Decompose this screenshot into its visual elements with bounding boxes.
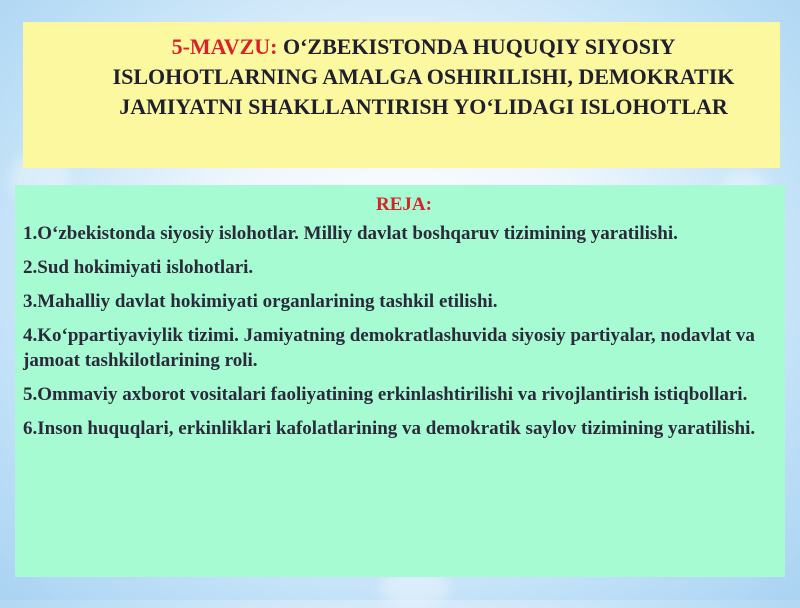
plan-list	[23, 221, 767, 441]
plan-box	[15, 185, 785, 577]
title-box	[23, 22, 780, 168]
plan-heading: REJA:	[376, 194, 432, 215]
title-prefix: 5-MAVZU:	[171, 34, 278, 59]
title-text: O‘ZBEKISTONDA HUQUQIY SIYOSIY ISLOHOTLARNING AMALGA OSHIRILISHI, DEMOKRATIK JAMIYATNI SHAKLLANTIRISH YO‘LIDAGI ISLOHOTLAR	[112, 34, 735, 119]
plan-item: 5.Ommaviy axborot vositalari faoliyatining erkinlashtirilishi va rivojlantirish istiqbollari.	[23, 384, 748, 405]
plan-item: 3.Mahalliy davlat hokimiyati organlarining tashkil etilishi.	[23, 291, 498, 312]
slide-title	[53, 32, 750, 122]
plan-item: 1.O‘zbekistonda siyosiy islohotlar. Milliy davlat boshqaruv tizimining yaratilishi.	[23, 223, 678, 244]
plan-item: 2.Sud hokimiyati islohotlari.	[23, 257, 254, 278]
plan-item: 4.Ko‘ppartiyaviylik tizimi. Jamiyatning demokratlashuvida siyosiy partiyalar, nodavlat va jamoat tashkilotlarining roli.	[23, 325, 755, 371]
plan-item: 6.Inson huquqlari, erkinliklari kafolatlarining va demokratik saylov tizimining yaratilishi.	[23, 418, 756, 439]
